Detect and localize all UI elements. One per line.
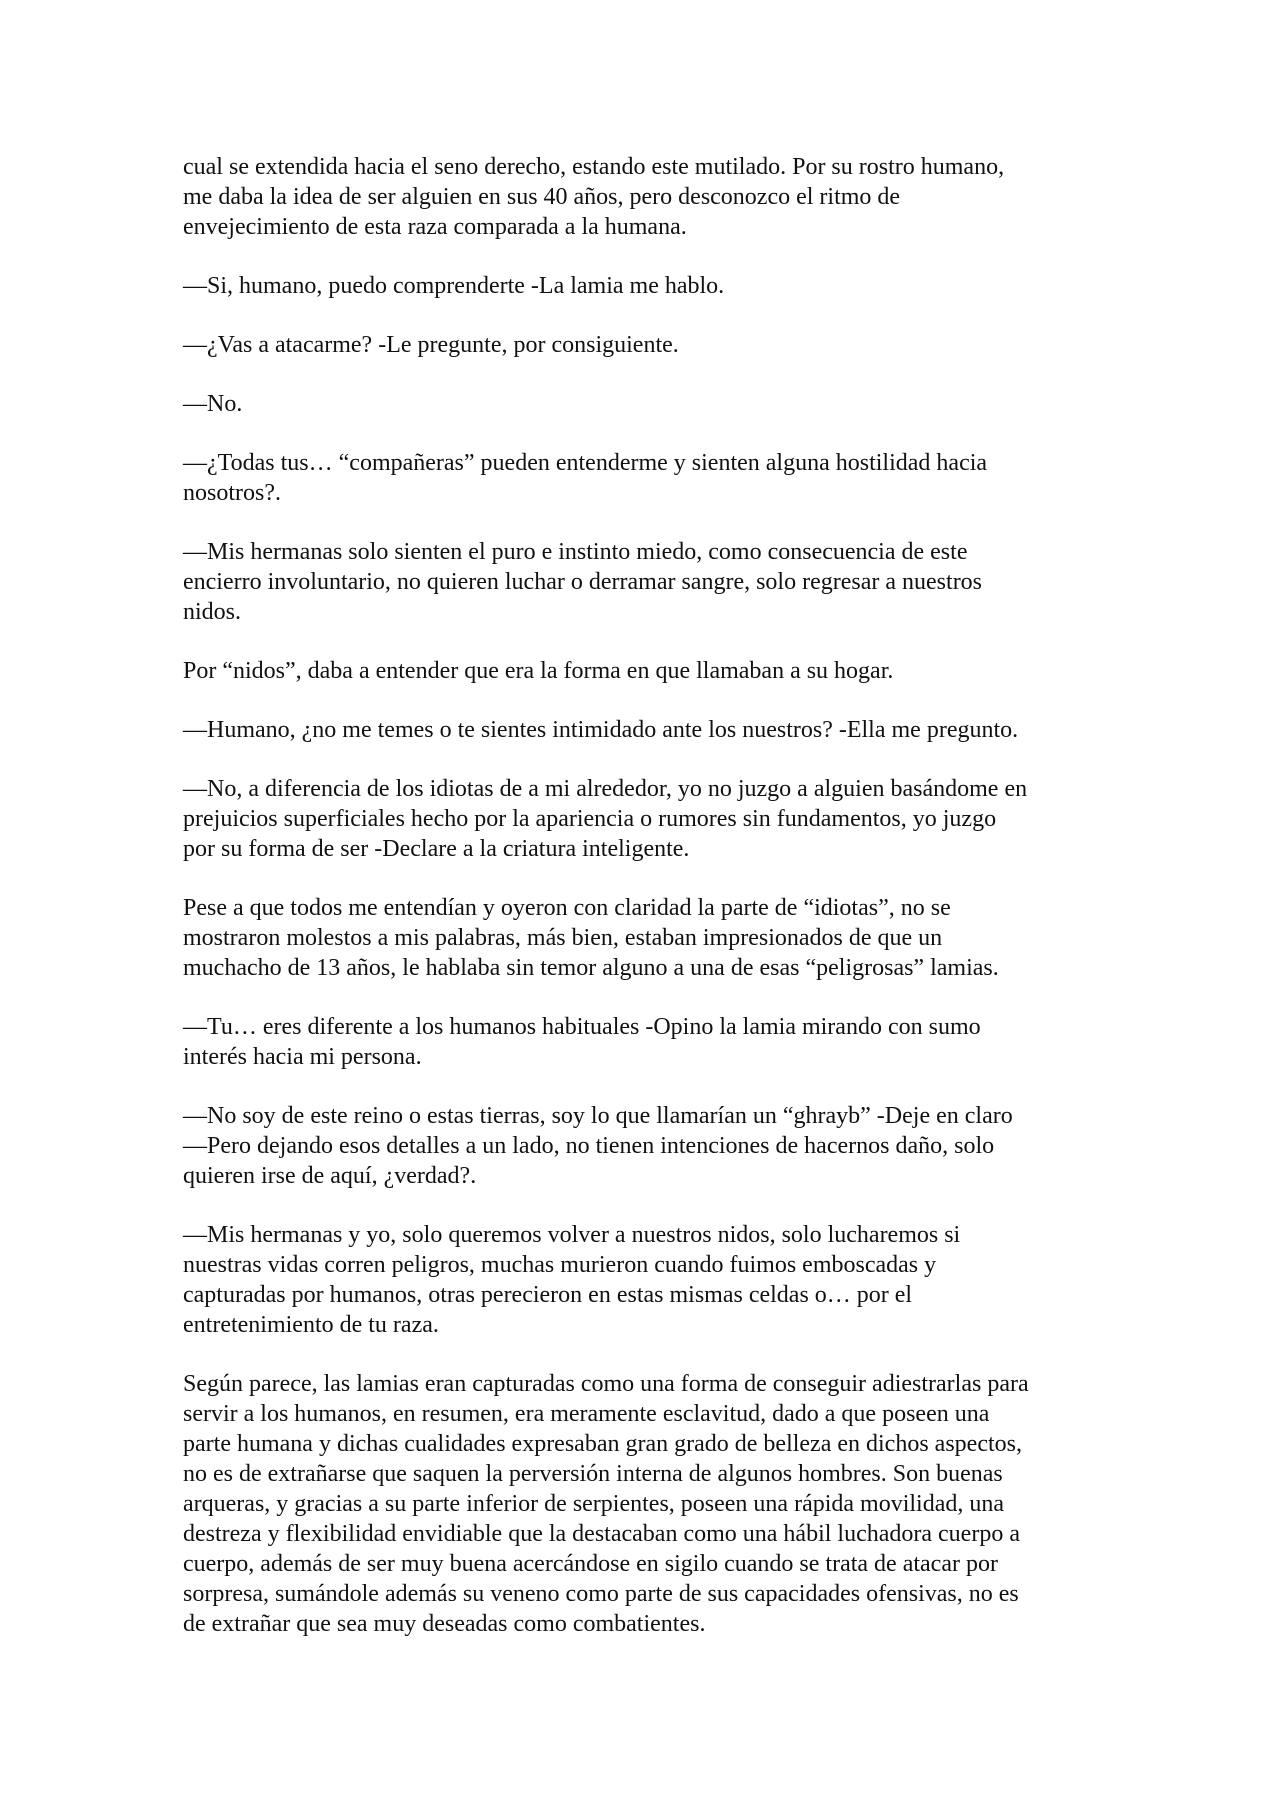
text-line: quieren irse de aquí, ¿verdad?.	[183, 1163, 477, 1189]
paragraph	[183, 389, 1103, 419]
text-line: arqueras, y gracias a su parte inferior de serpientes, poseen una rápida movilidad, una	[183, 1491, 1005, 1517]
text-line: servir a los humanos, en resumen, era meramente esclavitud, dado a que poseen una	[183, 1401, 990, 1427]
paragraph	[183, 1369, 1103, 1639]
paragraph	[183, 1101, 1103, 1191]
text-line: parte humana y dichas cualidades expresaban gran grado de belleza en dichos aspectos,	[183, 1431, 1022, 1457]
text-line: —¿Vas a atacarme? -Le pregunte, por consiguiente.	[183, 332, 679, 358]
text-line: nosotros?.	[183, 480, 281, 506]
paragraph	[183, 271, 1103, 301]
text-line: —Humano, ¿no me temes o te sientes intimidado ante los nuestros? -Ella me pregunto.	[183, 717, 1019, 743]
text-line: mostraron molestos a mis palabras, más bien, estaban impresionados de que un	[183, 925, 943, 951]
text-line: me daba la idea de ser alguien en sus 40 años, pero desconozco el ritmo de	[183, 184, 901, 210]
text-line: encierro involuntario, no quieren luchar o derramar sangre, solo regresar a nuestros	[183, 569, 983, 595]
text-line: envejecimiento de esta raza comparada a la humana.	[183, 214, 687, 240]
text-line: —Tu… eres diferente a los humanos habituales -Opino la lamia mirando con sumo	[183, 1014, 981, 1040]
paragraph	[183, 1220, 1103, 1340]
text-line: sorpresa, sumándole además su veneno como parte de sus capacidades ofensivas, no es	[183, 1581, 1019, 1607]
paragraph	[183, 537, 1103, 627]
paragraph	[183, 893, 1103, 983]
text-line: muchacho de 13 años, le hablaba sin temor alguno a una de esas “peligrosas” lamias.	[183, 955, 999, 981]
text-line: cual se extendida hacia el seno derecho, estando este mutilado. Por su rostro humano,	[183, 154, 1005, 180]
text-line: —Mis hermanas y yo, solo queremos volver a nuestros nidos, solo lucharemos si	[183, 1222, 961, 1248]
text-line: nuestras vidas corren peligros, muchas murieron cuando fuimos emboscadas y	[183, 1252, 937, 1278]
paragraph	[183, 656, 1103, 686]
text-line: —No, a diferencia de los idiotas de a mi alrededor, yo no juzgo a alguien basándome en	[183, 776, 1028, 802]
text-line: —Mis hermanas solo sienten el puro e instinto miedo, como consecuencia de este	[183, 539, 968, 565]
text-line: —No.	[183, 391, 243, 417]
text-line: Pese a que todos me entendían y oyeron con claridad la parte de “idiotas”, no se	[183, 895, 951, 921]
text-line: interés hacia mi persona.	[183, 1044, 422, 1070]
text-line: —Si, humano, puedo comprenderte -La lamia me hablo.	[183, 273, 725, 299]
paragraph	[183, 774, 1103, 864]
text-line: prejuicios superficiales hecho por la apariencia o rumores sin fundamentos, yo juzgo	[183, 806, 997, 832]
text-line: no es de extrañarse que saquen la perversión interna de algunos hombres. Son buenas	[183, 1461, 1003, 1487]
text-line: capturadas por humanos, otras perecieron en estas mismas celdas o… por el	[183, 1282, 913, 1308]
paragraph	[183, 715, 1103, 745]
text-line: cuerpo, además de ser muy buena acercándose en sigilo cuando se trata de atacar por	[183, 1551, 998, 1577]
text-line: Por “nidos”, daba a entender que era la forma en que llamaban a su hogar.	[183, 658, 894, 684]
document-body	[183, 152, 1103, 1668]
text-line: por su forma de ser -Declare a la criatura inteligente.	[183, 836, 690, 862]
paragraph	[183, 330, 1103, 360]
paragraph	[183, 152, 1103, 242]
text-line: —Pero dejando esos detalles a un lado, no tienen intenciones de hacernos daño, solo	[183, 1133, 995, 1159]
text-line: entretenimiento de tu raza.	[183, 1312, 439, 1338]
paragraph	[183, 448, 1103, 508]
text-line: nidos.	[183, 599, 242, 625]
text-line: de extrañar que sea muy deseadas como combatientes.	[183, 1611, 706, 1637]
text-line: Según parece, las lamias eran capturadas como una forma de conseguir adiestrarlas para	[183, 1371, 1029, 1397]
paragraph	[183, 1012, 1103, 1072]
text-line: —¿Todas tus… “compañeras” pueden entenderme y sienten alguna hostilidad hacia	[183, 450, 988, 476]
text-line: destreza y flexibilidad envidiable que la destacaban como una hábil luchadora cuerpo a	[183, 1521, 1020, 1547]
text-line: —No soy de este reino o estas tierras, soy lo que llamarían un “ghrayb” -Deje en claro	[183, 1103, 1013, 1129]
